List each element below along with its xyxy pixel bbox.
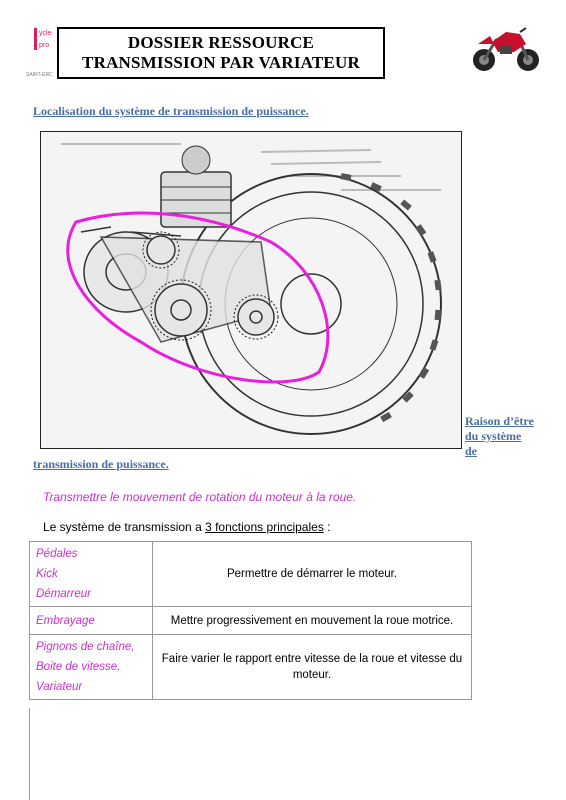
function-cell: Faire varier le rapport entre vitesse de la roue et vitesse du moteur. — [153, 635, 472, 700]
functions-table — [29, 541, 472, 700]
section-heading-localisation: Localisation du système de transmission de puissance. — [33, 104, 309, 118]
title-line-2: TRANSMISSION PAR VARIATEUR — [82, 53, 360, 72]
element-item: Démarreur — [36, 588, 91, 600]
section-heading-raison-cont: transmission de puissance. — [33, 457, 169, 471]
element-item: Kick — [36, 568, 58, 580]
element-item: Boite de vitesse, — [36, 661, 121, 673]
intro-suffix: : — [323, 520, 331, 534]
element-item: Embrayage — [36, 614, 95, 627]
elements-cell — [30, 635, 153, 700]
table-row — [30, 635, 472, 700]
document-title — [57, 27, 385, 79]
table-row — [30, 542, 472, 607]
title-line-1: DOSSIER RESSOURCE — [127, 33, 315, 52]
table-row — [30, 607, 472, 635]
logo-text: ycle — [39, 30, 52, 37]
function-cell: Permettre de démarrer le moteur. — [153, 542, 472, 607]
logo-text: SAINT-ERC — [26, 72, 53, 78]
element-item: Pédales — [36, 548, 78, 560]
elements-cell — [30, 542, 153, 607]
function-cell: Mettre progressivement en mouvement la roue motrice. — [153, 607, 472, 635]
section-heading-raison: Raison d’être du système de — [465, 414, 534, 458]
element-item: Pignons de chaîne, — [36, 641, 135, 653]
intro-underlined: 3 fonctions principales — [205, 520, 324, 534]
margin-line — [29, 708, 30, 800]
element-item: Variateur — [36, 681, 83, 693]
transmission-illustration — [40, 131, 462, 449]
functions-intro — [43, 520, 330, 534]
elements-cell — [30, 607, 153, 635]
motorcycle-image — [470, 22, 542, 74]
raison-statement: Transmettre le mouvement de rotation du moteur à la roue. — [43, 490, 357, 504]
logo-text: pro — [39, 42, 50, 49]
school-logo — [26, 28, 56, 78]
intro-prefix: Le système de transmission a — [43, 520, 206, 534]
